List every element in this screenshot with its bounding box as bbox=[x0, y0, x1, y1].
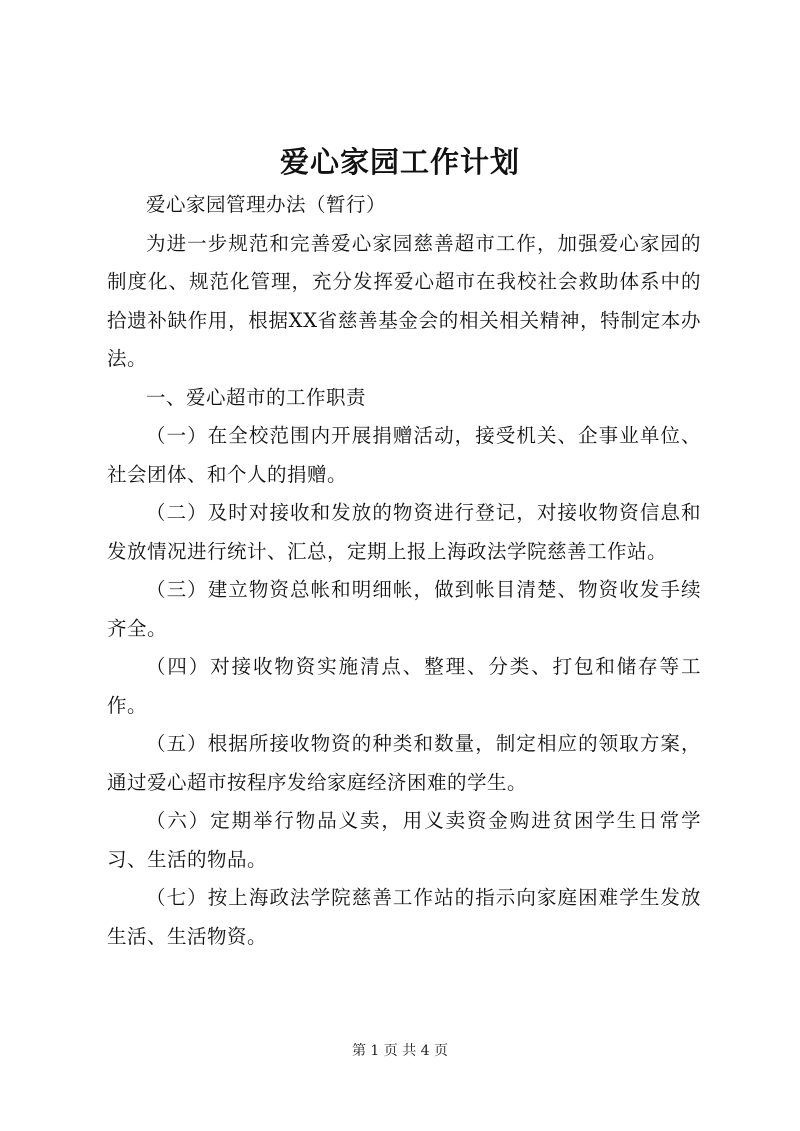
document-body bbox=[107, 186, 701, 956]
paragraph-intro: 为进一步规范和完善爱心家园慈善超市工作，加强爱心家园的制度化、规范化管理，充分发挥爱心超市在我校社会救助体系中的拾遗补缺作用，根据XX省慈善基金会的相关相关精神，特制定本办法。 bbox=[107, 231, 701, 370]
paragraph-item-2: （二）及时对接收和发放的物资进行登记，对接收物资信息和发放情况进行统计、汇总，定期上报上海政法学院慈善工作站。 bbox=[107, 501, 701, 563]
paragraph-item-3: （三）建立物资总帐和明细帐，做到帐目清楚、物资收发手续齐全。 bbox=[107, 578, 701, 640]
page-footer bbox=[0, 1040, 800, 1060]
page-number: 第 1 页 共 4 页 bbox=[351, 1043, 449, 1059]
paragraph-item-1: （一）在全校范围内开展捐赠活动，接受机关、企事业单位、社会团体、和个人的捐赠。 bbox=[107, 424, 701, 486]
document-title: 爱心家园工作计划 bbox=[279, 145, 520, 179]
paragraph-item-5: （五）根据所接收物资的种类和数量，制定相应的领取方案，通过爱心超市按程序发给家庭经济困难的学生。 bbox=[107, 732, 701, 794]
section-heading: 一、爱心超市的工作职责 bbox=[146, 385, 367, 409]
paragraph-item-7: （七）按上海政法学院慈善工作站的指示向家庭困难学生发放生活、生活物资。 bbox=[107, 886, 701, 948]
paragraph-item-6: （六）定期举行物品义卖，用义卖资金购进贫困学生日常学习、生活的物品。 bbox=[107, 809, 701, 871]
paragraph-item-4: （四）对接收物资实施清点、整理、分类、打包和储存等工作。 bbox=[107, 655, 701, 717]
paragraph-subtitle: 爱心家园管理办法（暂行） bbox=[146, 193, 387, 216]
